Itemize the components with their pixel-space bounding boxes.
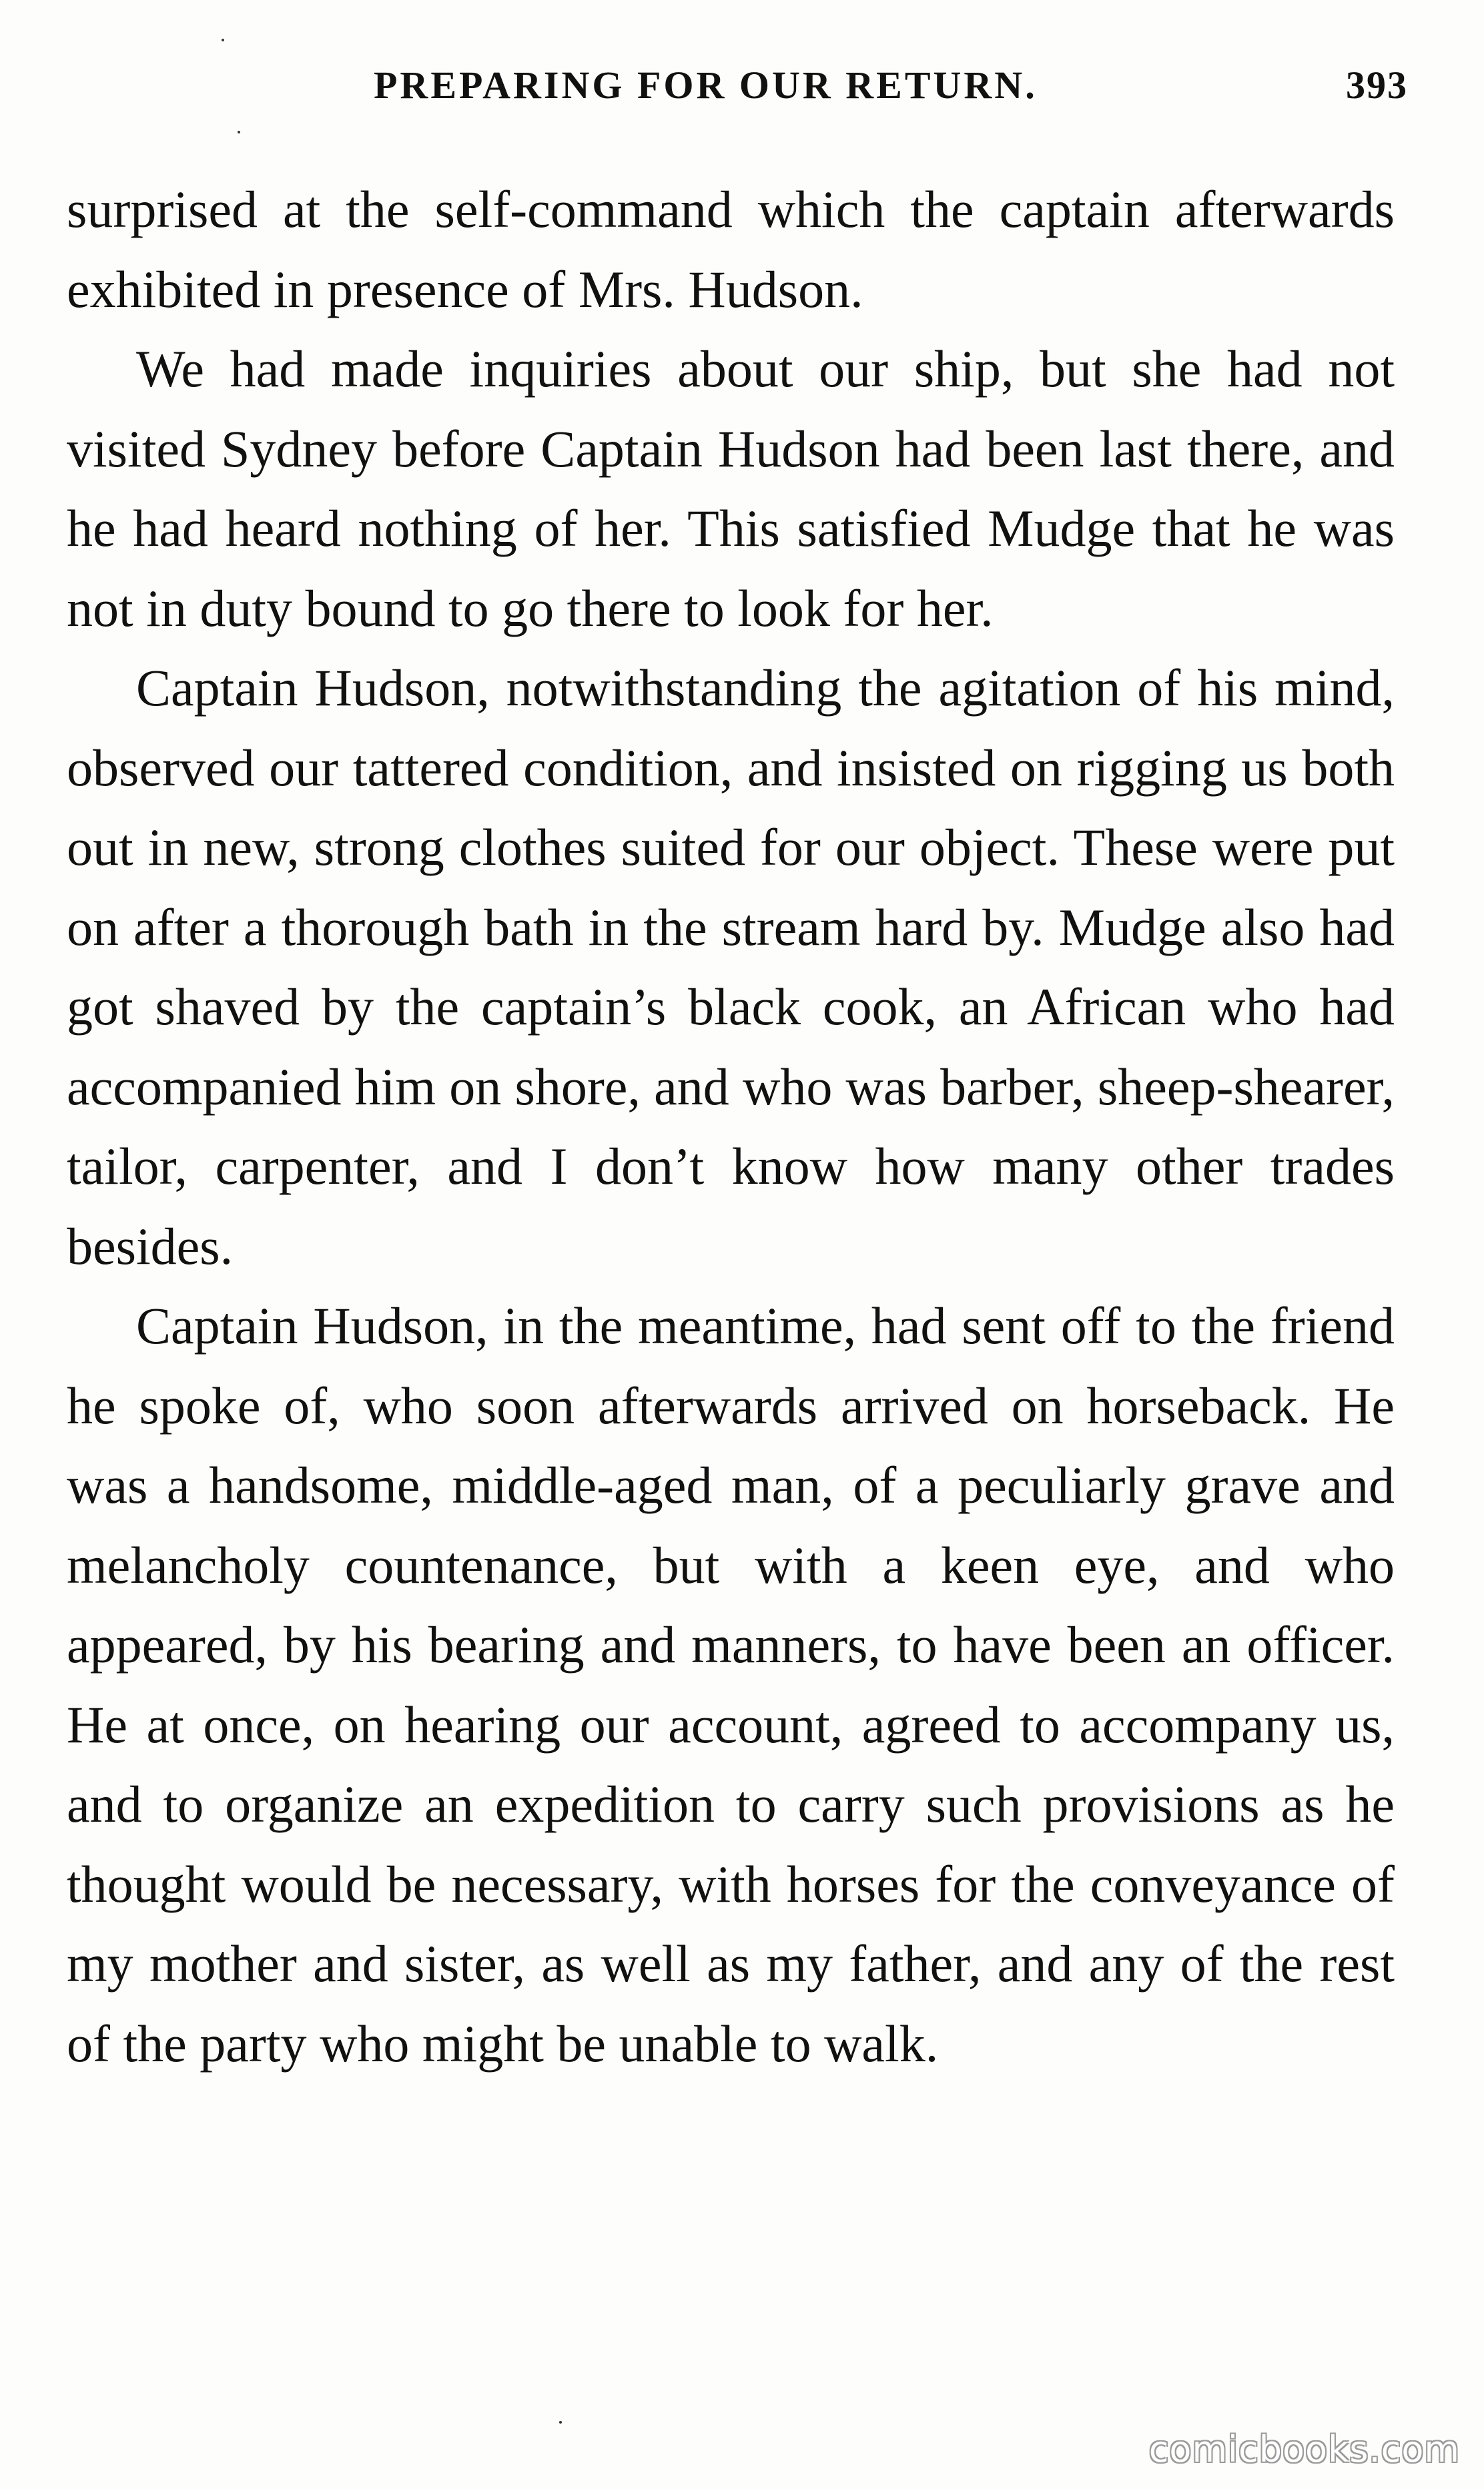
running-head: PREPARING FOR OUR RETURN. — [374, 63, 1038, 107]
paragraph: Captain Hudson, in the meantime, had sent off to the friend he spoke of, who soon afterwards arrived on horseback. He was a handsome, middle-aged man, of a peculiarly grave and melancholy countenance, but with a keen eye, and who appeared, by his bearing and manners, to have been an officer. He at once, on hearing our account, agreed to accompany us, and to organize an expedition to carry such provisions as he thought would be necessary, with horses for the conveyance of my mother and sister, as well as my father, and any of the rest of the party who might be unable to walk. — [67, 1297, 1395, 2073]
paragraph: We had made inquiries about our ship, but she had not visited Sydney before Captain Hudson had been last there, and he had heard nothing of her. This satisfied Mudge that he was not in duty bound to go there to look for her. — [67, 340, 1395, 637]
print-speck — [559, 2421, 562, 2424]
body-text — [67, 169, 1395, 2083]
paragraph: surprised at the self-command which the captain afterwards exhibited in presence of Mrs. Hudson. — [67, 180, 1395, 318]
page-number: 393 — [1346, 63, 1408, 107]
print-speck — [238, 131, 240, 133]
paragraph: Captain Hudson, notwithstanding the agitation of his mind, observed our tattered condition, and insisted on rigging us both out in new, strong clothes suited for our object. These were put on after a thorough bath in the stream hard by. Mudge also had got shaved by the captain’s black cook, an African who had accompanied him on shore, and who was barber, sheep-shearer, tailor, carpenter, and I don’t know how many other trades besides. — [67, 659, 1395, 1275]
watermark: comicbooks.com — [1148, 2428, 1460, 2470]
page-header — [0, 59, 1484, 112]
print-speck — [222, 39, 224, 41]
